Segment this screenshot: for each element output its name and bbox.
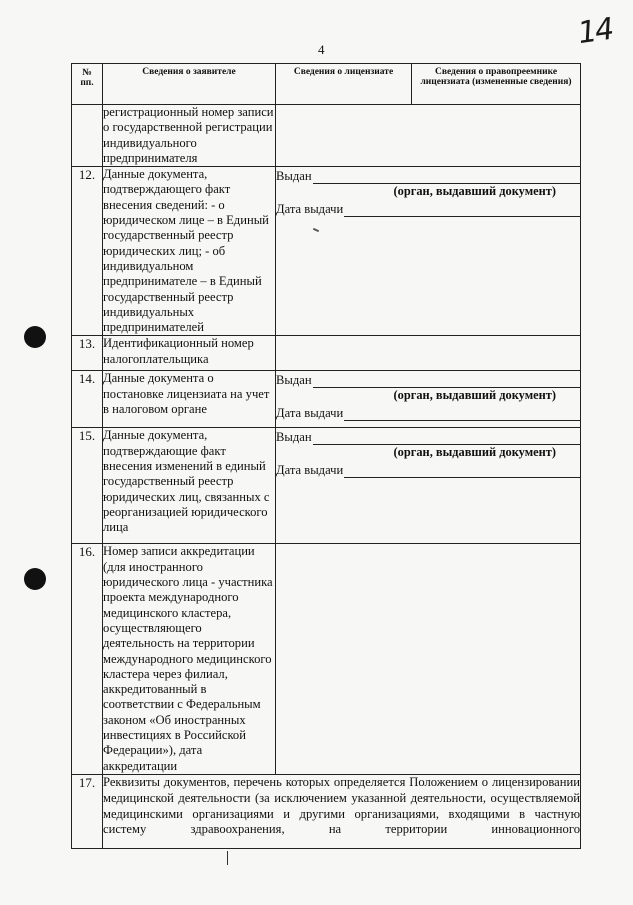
row-description: регистрационный номер записи о государственной регистрации индивидуального предпринимателя: [103, 105, 274, 165]
row-description: Данные документа, подтверждающие факт внесения изменений в единый государственный реестр юридических лиц, связанных с реорганизацией юридического лица: [103, 428, 276, 544]
issue-date-line: [344, 204, 580, 217]
row-value-cell: [276, 105, 581, 167]
issuer-hint: (орган, выдавший документ): [393, 184, 556, 199]
table-row: [72, 371, 581, 428]
row-description: Идентификационный номер налогоплательщика: [103, 336, 276, 371]
row-description: Данные документа, подтверждающего факт внесения сведений: - о юридическом лице – в Единый государственный реестр юридических лиц; - об индивидуальном предпринимателе – в Единый государственный реестр индивидуальных предпринимателей: [103, 167, 276, 336]
row-number: 15.: [72, 428, 103, 544]
table-row: [72, 105, 581, 167]
issued-by-label: Выдан: [276, 169, 312, 184]
issue-date-label: Дата выдачи: [276, 406, 344, 421]
issued-by-line: [313, 375, 580, 388]
row-value-cell: [276, 336, 581, 371]
issuer-hint: (орган, выдавший документ): [393, 445, 556, 460]
header-row: [72, 64, 581, 105]
issued-by-field[interactable]: [276, 167, 580, 184]
issue-date-label: Дата выдачи: [276, 463, 344, 478]
scan-mark: [227, 851, 228, 865]
header-successor: Сведения о правопреемнике лицензиата (измененные сведения): [412, 64, 581, 105]
row-number: 16.: [72, 544, 103, 774]
table-row: [72, 428, 581, 544]
issued-by-line: [313, 171, 580, 184]
row-description: Реквизиты документов, перечень которых определяется Положением о лицензировании медицинской деятельности (за исключением указанной деятельности, осуществляемой медицинскими организациями и другими организациями, входящими в частную систему здравоохранения, на территории инновационного: [103, 774, 581, 848]
header-applicant: Сведения о заявителе: [103, 64, 276, 105]
issued-by-line: [313, 432, 580, 445]
table-row: [72, 544, 581, 774]
row-number: 13.: [72, 336, 103, 371]
row-value-cell: [276, 544, 581, 774]
issued-by-label: Выдан: [276, 430, 312, 445]
row-number: [72, 105, 103, 167]
table-row: [72, 774, 581, 848]
issue-date-field[interactable]: [276, 200, 580, 217]
row-description: Номер записи аккредитации (для иностранного юридического лица - участника проекта международного медицинского кластера, осуществляющего деятельность на территории международного медицинского кластера через филиал, аккредитованный в соответствии с Федеральным законом «Об иностранных инвестициях в Российской Федерации»), дата аккредитации: [103, 544, 276, 774]
issue-date-line: [344, 465, 580, 478]
row-value-cell: [276, 428, 581, 544]
header-num: № пп.: [72, 64, 103, 105]
table-row: [72, 167, 581, 336]
row-number: 14.: [72, 371, 103, 428]
row-number: 17.: [72, 774, 103, 848]
header-licensee: Сведения о лицензиате: [276, 64, 412, 105]
issue-date-field[interactable]: [276, 461, 580, 478]
page-number: 4: [318, 42, 325, 57]
form-table: [71, 63, 581, 849]
row-value-cell: [276, 371, 581, 428]
issue-date-line: [344, 408, 580, 421]
issue-date-field[interactable]: [276, 404, 580, 421]
row-description: Данные документа о постановке лицензиата на учет в налоговом органе: [103, 371, 276, 428]
punch-hole-top: [24, 326, 46, 348]
table-row: [72, 336, 581, 371]
row-value-cell: [276, 167, 581, 336]
issued-by-label: Выдан: [276, 373, 312, 388]
issue-date-label: Дата выдачи: [276, 202, 344, 217]
handwritten-sheet-number: 14: [575, 11, 615, 52]
issuer-hint: (орган, выдавший документ): [393, 388, 556, 403]
row-number: 12.: [72, 167, 103, 336]
issued-by-field[interactable]: [276, 428, 580, 445]
punch-hole-bottom: [24, 568, 46, 590]
issued-by-field[interactable]: [276, 371, 580, 388]
